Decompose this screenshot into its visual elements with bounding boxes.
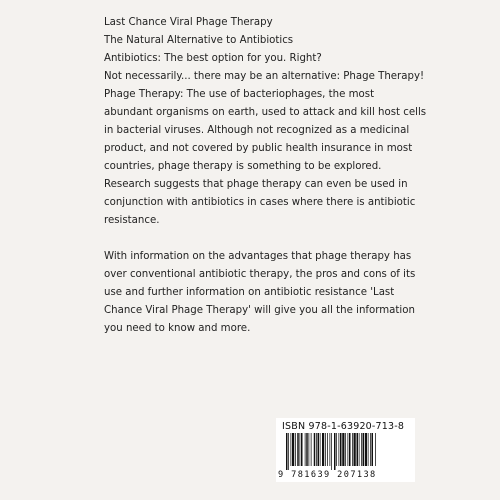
barcode-bar [309,433,310,466]
barcode-bar [320,433,321,466]
barcode-bar [306,433,308,466]
paragraph-line: in bacterial viruses. Although not recognized as a medicinal [104,125,410,136]
paragraph-line: product, and not covered by public health insurance in most [104,143,413,154]
barcode-bar [357,433,359,466]
barcode-bar [349,433,351,466]
barcode-bar [300,433,301,466]
barcode-bar [375,433,376,466]
barcode-bar [291,433,292,466]
paragraph-1 [104,86,427,230]
isbn-label: ISBN 978-1-63920-713-8 [282,421,405,432]
paragraph-line: conjunction with antibiotics in cases where there is antibiotic [104,197,416,208]
barcode-bar [322,433,324,466]
barcode-bars [280,433,411,470]
barcode-bar [314,433,316,466]
barcode-bar [359,433,360,466]
paragraph-line: Phage Therapy: The use of bacteriophages, the most [104,89,375,100]
paragraph-2 [104,248,424,338]
intro-line-1: Antibiotics: The best option for you. Right? [104,53,322,64]
paragraph-line: abundant organisms on earth, used to attack and kill host cells [104,107,427,118]
title-block [104,14,424,50]
barcode-bar [370,433,371,466]
book-title: Last Chance Viral Phage Therapy [104,17,273,28]
barcode-bar [342,433,344,466]
barcode-bar [352,433,353,466]
barcode-bar [331,433,332,470]
barcode-bar [354,433,356,466]
barcode-bar [295,433,296,466]
intro-line-2: Not necessarily... there may be an alternative: Phage Therapy! [104,71,425,82]
paragraph-line: over conventional antibiotic therapy, the pros and cons of its [104,269,416,280]
paragraph-line: use and further information on antibiotic resistance 'Last [104,287,395,298]
barcode-bar [327,433,328,466]
barcode-bar [286,433,288,470]
barcode-bar [316,433,317,466]
barcode-bar [372,433,374,466]
barcode-bar [340,433,342,466]
barcode-bar [339,433,340,466]
barcode-bar [305,433,306,466]
paragraph-line: Research suggests that phage therapy can even be used in [104,179,408,190]
barcode-bar [297,433,299,466]
barcode-bar [325,433,326,466]
barcode-bar [330,433,331,466]
paragraph-line: Chance Viral Phage Therapy' will give you all the information [104,305,415,316]
book-subtitle: The Natural Alternative to Antibiotics [104,35,294,46]
barcode-bar [301,433,303,466]
paragraph-line: resistance. [104,215,160,226]
barcode-bar [345,433,346,466]
barcode-bar [336,433,337,466]
barcode-bar [311,433,312,466]
barcode-bar [292,433,294,466]
blurb [104,14,427,356]
barcode-digits: 9 781639 207138 [278,470,377,480]
barcode-bar [288,433,289,470]
barcode-bar [361,433,362,466]
paragraph-line: countries, phage therapy is something to be explored. [104,161,382,172]
paragraph-line: you need to know and more. [104,323,251,334]
barcode-bar [348,433,349,466]
barcode-bar [365,433,367,466]
barcode-bar [318,433,320,466]
barcode-bar [368,433,369,466]
intro-block [104,50,424,86]
isbn-barcode [276,418,415,482]
barcode-bar [363,433,365,466]
paragraph-line: With information on the advantages that phage therapy has [104,251,412,262]
barcode-bar [334,433,336,470]
